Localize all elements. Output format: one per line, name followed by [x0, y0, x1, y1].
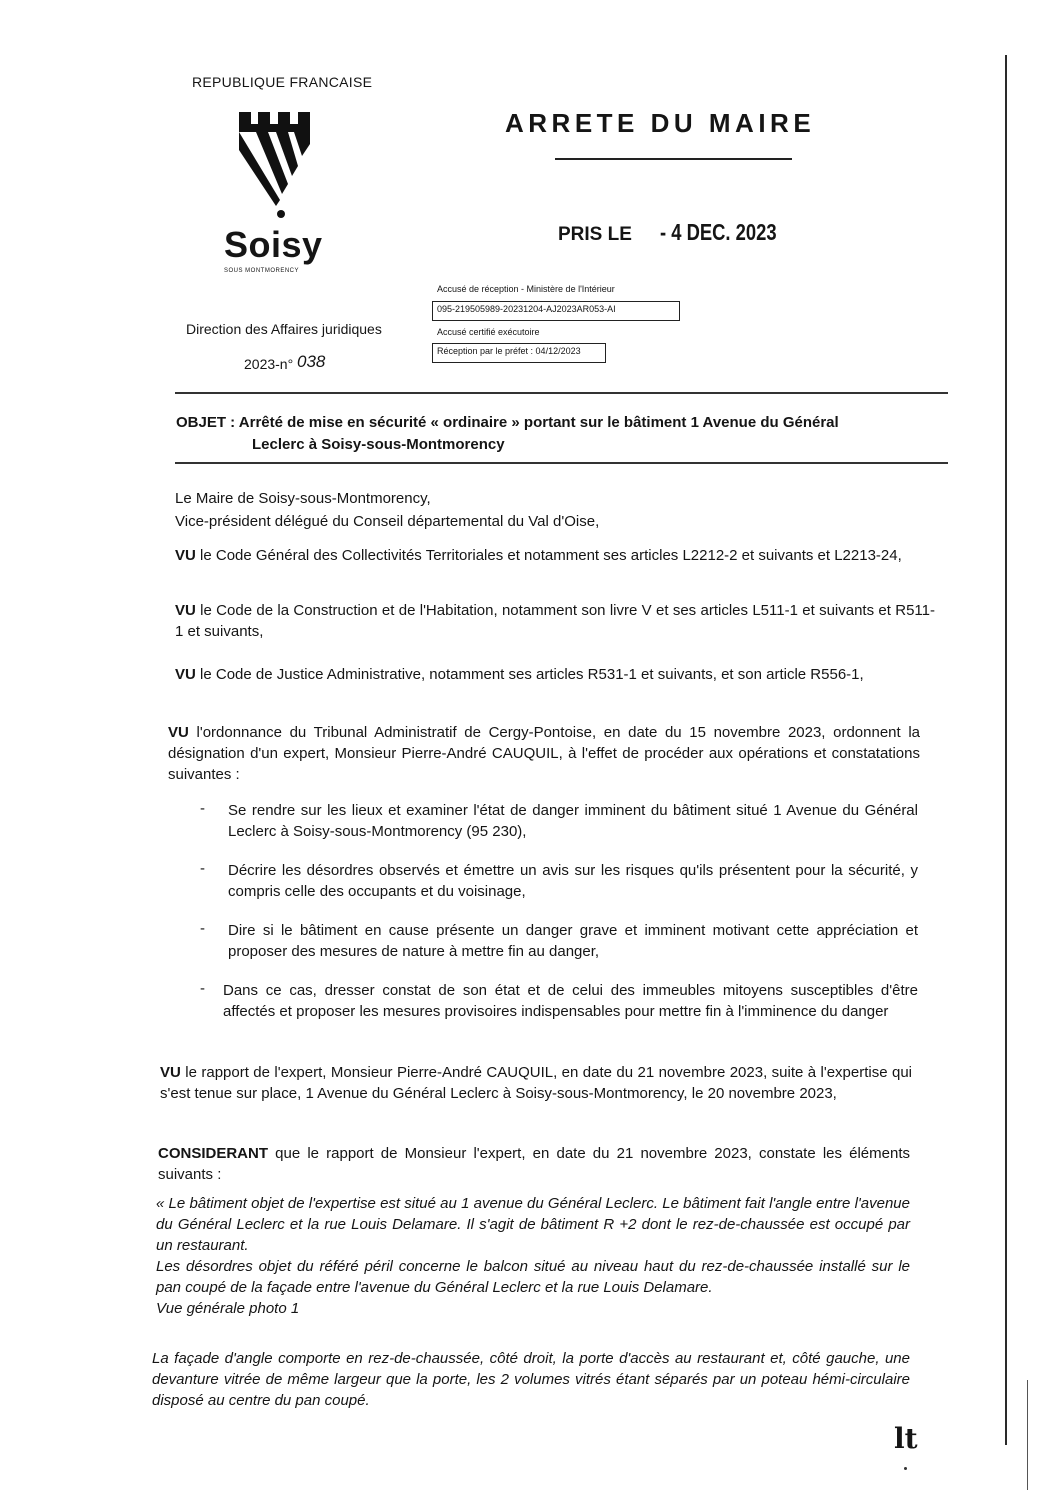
divider-top [175, 392, 948, 394]
direction-label: Direction des Affaires juridiques [186, 321, 382, 337]
maire-line-2: Vice-président délégué du Conseil départemental du Val d'Oise, [175, 513, 600, 530]
vu-label: VU [175, 602, 196, 619]
quote-paragraph-3: Vue générale photo 1 [156, 1300, 300, 1317]
brand-name: Soisy [224, 224, 323, 265]
vu-text-4: l'ordonnance du Tribunal Administratif de Cergy-Pontoise, en date du 15 novembre 2023, ordonnent la désignation d'un expert, Monsieur Pierre-André CAUQUIL, à l'effet de procéder aux opérations et constatations suivantes : [168, 724, 920, 783]
vu-text-2: le Code de la Construction et de l'Habitation, notamment son livre V et ses articles L511-1 et suivants et R511-1 et suivants, [175, 602, 935, 640]
bullet-4-marker: - [200, 980, 205, 997]
vu-text-3: le Code de Justice Administrative, notamment ses articles R531-1 et suivants, et son article R556-1, [200, 666, 864, 683]
accuse-reception: Accusé de réception - Ministère de l'Intérieur [437, 284, 615, 294]
considerant-label: CONSIDERANT [158, 1145, 269, 1162]
arrete-number-handwritten: 038 [297, 352, 326, 371]
vu-paragraph-5 [160, 1062, 912, 1104]
scan-edge [1005, 55, 1007, 1445]
vu-text-1: le Code Général des Collectivités Territoriales et notamment ses articles L2212-2 et suivants et L2213-24, [200, 547, 902, 564]
vu-text-5: le rapport de l'expert, Monsieur Pierre-André CAUQUIL, en date du 21 novembre 2023, suite à l'expertise qui s'est tenue sur place, 1 Avenue du Général Leclerc à Soisy-sous-Montmorency, le 20 novembre 2023, [160, 1064, 912, 1102]
scan-dot [904, 1467, 907, 1470]
title-underline [555, 158, 792, 160]
objet-line-1: OBJET : Arrêté de mise en sécurité « ordinaire » portant sur le bâtiment 1 Avenue du Général [176, 414, 839, 431]
pris-le-label: PRIS LE [558, 224, 632, 245]
brand-subtitle: SOUS MONTMORENCY [224, 268, 300, 274]
divider-bottom [175, 462, 948, 464]
vu-label: VU [175, 666, 196, 683]
vu-paragraph-3 [175, 664, 935, 685]
bullet-1-text: Se rendre sur les lieux et examiner l'état de danger imminent du bâtiment situé 1 Avenue du Général Leclerc à Soisy-sous-Montmorency (95 230), [228, 802, 918, 840]
objet-line-2: Leclerc à Soisy-sous-Montmorency [252, 436, 505, 453]
paraphe-mark: lt [894, 1422, 918, 1455]
pris-le-date-stamp: - 4 DEC. 2023 [660, 219, 777, 245]
bullet-4-text: Dans ce cas, dresser constat de son état et de celui des immeubles mitoyens susceptibles d'être affectés et proposer les mesures provisoires indispensables pour mettre fin à l'imminence du danger [223, 982, 918, 1020]
reference-box: 095-219505989-20231204-AJ2023AR053-AI [432, 301, 680, 321]
quote-paragraph-2: Les désordres objet du référé péril concerne le balcon situé au niveau haut du rez-de-chaussée installé sur le pan coupé de la façade entre l'avenue du Général Leclerc et la rue Louis Delamare. [156, 1258, 910, 1296]
republique-header: REPUBLIQUE FRANCAISE [192, 74, 373, 90]
vu-paragraph-2 [175, 600, 935, 642]
considerant-text: que le rapport de Monsieur l'expert, en date du 21 novembre 2023, constate les éléments suivants : [158, 1145, 910, 1183]
vu-label: VU [160, 1064, 181, 1081]
quote-paragraph-4: La façade d'angle comporte en rez-de-chaussée, côté droit, la porte d'accès au restaurant et, côté gauche, une devanture vitrée de même largeur que la porte, les 2 volumes vitrés étant séparés par un poteau hémi-circulaire disposé au centre du pan coupé. [152, 1350, 910, 1409]
scan-edge-lower [1027, 1380, 1028, 1490]
reception-prefet-box: Réception par le préfet : 04/12/2023 [432, 343, 606, 363]
bullet-3-marker: - [200, 920, 205, 937]
objet-block [176, 412, 956, 456]
bullet-1-marker: - [200, 800, 205, 817]
accuse-certifie: Accusé certifié exécutoire [437, 327, 540, 337]
bullet-2-text: Décrire les désordres observés et émettre un avis sur les risques qu'ils présentent pour la sécurité, y compris celle des occupants et du voisinage, [228, 862, 918, 900]
vu-paragraph-1 [175, 545, 935, 566]
vu-paragraph-4 [168, 722, 920, 785]
vu-label: VU [168, 724, 189, 741]
bullet-2-marker: - [200, 860, 205, 877]
maire-line-1: Le Maire de Soisy-sous-Montmorency, [175, 490, 431, 507]
quote-paragraph-1: « Le bâtiment objet de l'expertise est situé au 1 avenue du Général Leclerc. Le bâtiment fait l'angle entre l'avenue du Général Leclerc et la rue Louis Delamare. Il s'agit de bâtiment R +2 dont le rez-de-chaussée est occupé par un restaurant. [156, 1195, 910, 1254]
arrete-number: 2023-n° [244, 356, 294, 372]
bullet-3-text: Dire si le bâtiment en cause présente un danger grave et imminent motivant cette appréciation et proposer des mesures de nature à mettre fin au danger, [228, 922, 918, 960]
soisy-logo-icon [236, 110, 320, 220]
document-title: ARRETE DU MAIRE [505, 108, 816, 138]
vu-label: VU [175, 547, 196, 564]
considerant-paragraph [158, 1143, 910, 1185]
